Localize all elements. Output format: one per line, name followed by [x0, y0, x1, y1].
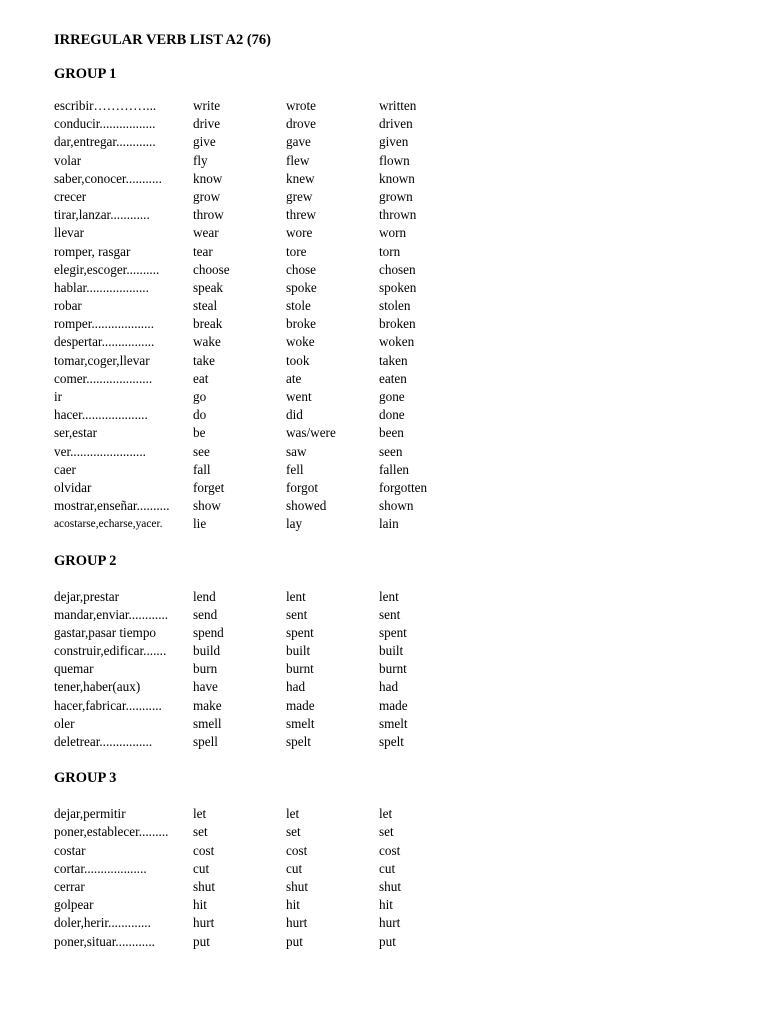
verb-row — [54, 370, 744, 388]
past-simple: built — [286, 643, 311, 659]
infinitive: write — [193, 98, 221, 113]
verb-row — [54, 152, 744, 170]
spanish-meaning: mostrar,enseñar.......... — [54, 498, 170, 514]
spanish-meaning: olvidar — [54, 479, 92, 495]
verb-row — [54, 333, 744, 351]
group-3 — [54, 769, 744, 951]
infinitive: go — [193, 389, 207, 404]
past-participle: seen — [379, 443, 403, 459]
spanish-meaning: comer.................... — [54, 370, 153, 386]
spanish-meaning: romper................... — [54, 316, 154, 332]
infinitive: steal — [193, 298, 218, 314]
verb-row — [54, 896, 744, 914]
past-participle: been — [379, 425, 404, 441]
infinitive: give — [193, 134, 216, 150]
past-participle: done — [379, 407, 405, 423]
past-participle: sent — [379, 606, 401, 622]
spanish-meaning: despertar................ — [54, 334, 155, 350]
past-simple: wrote — [286, 98, 317, 113]
infinitive: wear — [193, 225, 219, 241]
past-participle: smelt — [379, 715, 408, 731]
past-simple: broke — [286, 316, 317, 332]
infinitive: smell — [193, 715, 222, 731]
past-participle: thrown — [379, 207, 417, 223]
group-1 — [54, 65, 744, 534]
group-1-verb-list — [54, 97, 744, 534]
past-participle: built — [379, 643, 404, 659]
group-2-heading: GROUP 2 — [54, 552, 117, 569]
verb-row — [54, 805, 744, 823]
infinitive: wake — [193, 334, 221, 350]
past-participle: had — [379, 679, 399, 695]
infinitive: break — [193, 316, 223, 332]
spanish-meaning: oler — [54, 715, 75, 731]
spanish-meaning: tirar,lanzar............ — [54, 207, 150, 223]
spanish-meaning: quemar — [54, 661, 94, 677]
past-participle: broken — [379, 316, 416, 332]
past-simple: cut — [286, 860, 303, 876]
group-3-verb-list — [54, 805, 744, 951]
infinitive: throw — [193, 207, 224, 223]
spanish-meaning: ir — [54, 389, 63, 404]
past-participle: hit — [379, 897, 393, 913]
infinitive: forget — [193, 479, 225, 495]
past-participle: given — [379, 134, 409, 150]
past-simple: flew — [286, 152, 310, 168]
verb-row — [54, 733, 744, 751]
past-participle: chosen — [379, 261, 416, 277]
past-participle: set — [379, 824, 394, 840]
verb-row — [54, 515, 744, 533]
verb-row — [54, 297, 744, 315]
spanish-meaning: saber,conocer........... — [54, 170, 162, 186]
verb-row — [54, 842, 744, 860]
verb-row — [54, 243, 744, 261]
past-simple: grew — [286, 188, 313, 204]
infinitive: shut — [193, 878, 215, 894]
past-participle: burnt — [379, 661, 407, 677]
past-simple: ate — [286, 370, 302, 386]
infinitive: build — [193, 643, 221, 659]
past-simple: was/were — [286, 425, 336, 441]
verb-row — [54, 715, 744, 733]
verb-row — [54, 606, 744, 624]
verb-row — [54, 406, 744, 424]
past-participle: spent — [379, 624, 407, 640]
past-simple: spelt — [286, 734, 311, 749]
spanish-meaning: hacer,fabricar........... — [54, 697, 162, 713]
verb-row — [54, 115, 744, 133]
past-simple: made — [286, 697, 315, 713]
spanish-meaning: poner,establecer......... — [54, 824, 169, 840]
past-simple: spoke — [286, 279, 317, 295]
past-participle: made — [379, 697, 408, 713]
past-participle: lent — [379, 588, 399, 604]
past-participle: spelt — [379, 734, 404, 749]
spanish-meaning: romper, rasgar — [54, 243, 131, 259]
spanish-meaning: hablar................... — [54, 279, 149, 295]
spanish-meaning: deletrear................ — [54, 734, 153, 749]
spanish-meaning: escribir…………... — [54, 98, 157, 113]
past-simple: knew — [286, 170, 315, 186]
verb-row — [54, 642, 744, 660]
past-simple: lay — [286, 516, 303, 532]
spanish-meaning: cerrar — [54, 878, 85, 894]
past-participle: spoken — [379, 279, 417, 295]
past-participle: grown — [379, 188, 413, 204]
verb-row — [54, 860, 744, 878]
document-title: IRREGULAR VERB LIST A2 (76) — [54, 32, 272, 48]
verb-row — [54, 823, 744, 841]
spanish-meaning: tener,haber(aux) — [54, 679, 141, 695]
verb-row — [54, 443, 744, 461]
infinitive: speak — [193, 279, 224, 295]
past-simple: went — [286, 389, 312, 404]
verb-row — [54, 678, 744, 696]
infinitive: take — [193, 352, 215, 368]
past-simple: hit — [286, 897, 300, 913]
verb-row — [54, 315, 744, 333]
verb-row — [54, 170, 744, 188]
verb-row — [54, 261, 744, 279]
verb-row — [54, 660, 744, 678]
past-simple: gave — [286, 134, 311, 150]
spanish-meaning: cortar................... — [54, 860, 147, 876]
infinitive: know — [193, 170, 223, 186]
past-simple: smelt — [286, 715, 315, 731]
spanish-meaning: mandar,enviar............ — [54, 606, 169, 622]
spanish-meaning: gastar,pasar tiempo — [54, 624, 157, 640]
infinitive: have — [193, 679, 218, 695]
past-participle: taken — [379, 352, 408, 368]
past-participle: fallen — [379, 461, 410, 477]
group-2-verb-list — [54, 588, 744, 752]
verb-row — [54, 914, 744, 932]
spanish-meaning: dejar,prestar — [54, 588, 120, 604]
past-simple: spent — [286, 624, 314, 640]
spanish-meaning: crecer — [54, 188, 87, 204]
past-simple: wore — [286, 225, 313, 241]
infinitive: do — [193, 407, 207, 423]
infinitive: choose — [193, 261, 230, 277]
infinitive: send — [193, 606, 218, 622]
past-simple: cost — [286, 842, 308, 858]
past-simple: tore — [286, 243, 307, 259]
past-simple: let — [286, 806, 300, 822]
spanish-meaning: acostarse,echarse,yacer. — [54, 518, 163, 531]
infinitive: cut — [193, 860, 210, 876]
past-simple: set — [286, 824, 301, 840]
spanish-meaning: doler,herir............. — [54, 915, 151, 931]
infinitive: spend — [193, 624, 224, 640]
past-simple: chose — [286, 261, 317, 277]
infinitive: lie — [193, 516, 207, 532]
past-simple: threw — [286, 207, 317, 223]
spanish-meaning: robar — [54, 298, 82, 314]
infinitive: eat — [193, 370, 209, 386]
past-simple: had — [286, 679, 306, 695]
verb-row — [54, 133, 744, 151]
infinitive: tear — [193, 243, 213, 259]
past-simple: hurt — [286, 915, 308, 931]
spanish-meaning: poner,situar............ — [54, 933, 155, 949]
spanish-meaning: hacer.................... — [54, 407, 148, 423]
past-simple: did — [286, 407, 303, 423]
spanish-meaning: ver....................... — [54, 443, 146, 459]
infinitive: show — [193, 498, 221, 514]
past-participle: flown — [379, 152, 410, 168]
infinitive: grow — [193, 188, 221, 204]
verb-row — [54, 933, 744, 951]
past-simple: sent — [286, 606, 308, 622]
spanish-meaning: construir,edificar....... — [54, 643, 167, 659]
verb-row — [54, 388, 744, 406]
verb-row — [54, 352, 744, 370]
past-simple: stole — [286, 298, 311, 314]
past-participle: shut — [379, 878, 401, 894]
past-simple: forgot — [286, 479, 318, 495]
past-simple: burnt — [286, 661, 314, 677]
verb-row — [54, 497, 744, 515]
past-simple: saw — [286, 443, 307, 459]
infinitive: burn — [193, 661, 218, 677]
infinitive: put — [193, 933, 210, 949]
past-participle: driven — [379, 116, 413, 132]
past-simple: shut — [286, 878, 308, 894]
past-participle: hurt — [379, 915, 401, 931]
infinitive: hurt — [193, 915, 215, 931]
infinitive: lend — [193, 588, 216, 604]
past-participle: forgotten — [379, 479, 428, 495]
spanish-meaning: costar — [54, 842, 86, 858]
past-participle: cost — [379, 842, 401, 858]
spanish-meaning: ser,estar — [54, 425, 98, 441]
past-participle: let — [379, 806, 393, 822]
infinitive: fly — [193, 152, 208, 168]
verb-row — [54, 279, 744, 297]
past-simple: took — [286, 352, 310, 368]
spanish-meaning: dar,entregar............ — [54, 134, 156, 150]
past-participle: written — [379, 98, 417, 113]
past-participle: worn — [379, 225, 407, 241]
past-participle: known — [379, 170, 415, 186]
infinitive: drive — [193, 116, 221, 132]
past-simple: woke — [286, 334, 315, 350]
past-simple: drove — [286, 116, 317, 132]
past-participle: eaten — [379, 370, 407, 386]
past-participle: torn — [379, 243, 401, 259]
infinitive: hit — [193, 897, 207, 913]
past-participle: woken — [379, 334, 415, 350]
past-simple: fell — [286, 461, 304, 477]
verb-row — [54, 97, 744, 115]
verb-row — [54, 188, 744, 206]
past-simple: put — [286, 933, 303, 949]
infinitive: see — [193, 443, 210, 459]
group-3-heading: GROUP 3 — [54, 770, 117, 787]
verb-row — [54, 206, 744, 224]
spanish-meaning: caer — [54, 461, 76, 477]
spanish-meaning: conducir................. — [54, 116, 156, 132]
verb-row — [54, 878, 744, 896]
verb-row — [54, 224, 744, 242]
verb-row — [54, 697, 744, 715]
spanish-meaning: tomar,coger,llevar — [54, 352, 150, 368]
past-participle: gone — [379, 389, 405, 404]
spanish-meaning: llevar — [54, 225, 85, 241]
infinitive: let — [193, 806, 207, 822]
infinitive: be — [193, 425, 206, 441]
spanish-meaning: elegir,escoger.......... — [54, 261, 160, 277]
past-participle: cut — [379, 860, 396, 876]
infinitive: set — [193, 824, 208, 840]
verb-row — [54, 624, 744, 642]
verb-row — [54, 461, 744, 479]
document — [54, 31, 744, 951]
spanish-meaning: volar — [54, 152, 82, 168]
verb-row — [54, 588, 744, 606]
past-participle: stolen — [379, 298, 411, 314]
past-participle: lain — [379, 516, 399, 532]
infinitive: spell — [193, 734, 218, 749]
group-2 — [54, 552, 744, 752]
spanish-meaning: dejar,permitir — [54, 806, 126, 822]
past-simple: lent — [286, 588, 306, 604]
past-participle: put — [379, 933, 396, 949]
infinitive: make — [193, 697, 222, 713]
spanish-meaning: golpear — [54, 897, 94, 913]
past-participle: shown — [379, 498, 414, 514]
past-simple: showed — [286, 498, 327, 514]
verb-row — [54, 424, 744, 442]
infinitive: fall — [193, 461, 211, 477]
group-1-heading: GROUP 1 — [54, 66, 117, 82]
infinitive: cost — [193, 842, 215, 858]
verb-row — [54, 479, 744, 497]
